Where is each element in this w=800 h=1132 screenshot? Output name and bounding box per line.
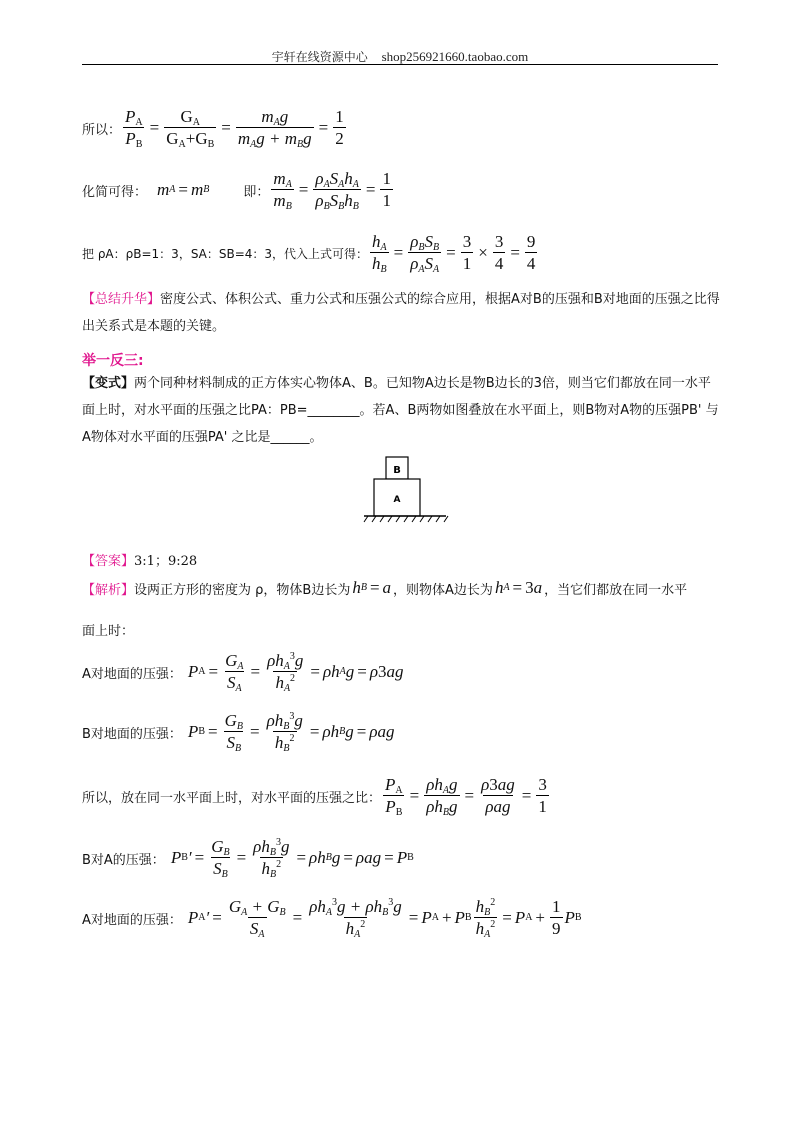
label-suoyi: 所以： [82,122,122,138]
analysis-part3: ，当它们都放在同一水平 [544,582,688,598]
math-pb: P B = $\frac{G_B}{S_B}$ = $\frac{\rho h_B^3g}{h_B^2}$ = ρh B g = ρag [187,711,395,754]
equation-b-on-a-pressure [82,838,414,878]
block-b-label: B [393,465,401,476]
variant-tag: 【变式】 [82,376,135,391]
math-height-ratio: $\frac{h_A}{h_B}$ = $\frac{\rho_BS_B}{\rho_AS_A}$ = $\frac{3}{1}$ × $\frac{3}{4}$ = $\frac{9}{4}$ [372,232,536,275]
label-b-on-a: B对A的压强： [82,852,165,868]
equation-substitute [82,233,539,273]
math-ma-eq-mb: m A = m B [157,180,210,199]
section-title-jyfs: 举一反三: [82,353,144,369]
analysis-part2: ，则物体A边长为 [393,582,493,598]
summary-paragraph [82,286,722,340]
answer-tag: 【答案】 [82,554,135,569]
label-huajian: 化简可得： [82,184,148,200]
label-suoyi-2: 所以，放在同一水平面上时，对水平面的压强之比： [82,790,382,806]
analysis-part1: 设两正方形的密度为 ρ，物体B边长为 [134,582,351,598]
answer-text: 3:1；9:28 [134,554,198,569]
equation-pressure-ratio [82,108,348,148]
equation-simplify [82,170,395,210]
analysis-line-2: 面上时： [82,624,135,639]
answer-line [82,548,197,575]
equation-b-ground-pressure [82,712,394,752]
header-url: shop256921660.taobao.com [381,49,529,64]
equation-a-ground-pressure [82,652,404,692]
variant-text: 两个同种材料制成的正方体实心物体A、B。已知物A边长是物B边长的3倍，则当它们都放在同一水平面上时，对水平面的压强之比PA：PB=________。若A、B两物如图叠放在水平面上，则B物对A物的压强PB' 与A物体对水平面的压强PA' 之比是______。 [82,376,719,445]
summary-text: 密度公式、体积公式、重力公式和压强公式的综合应用，根据A对B的压强和B对地面的压强之比得出关系式是本题的关键。 [82,292,720,334]
equation-pressure-ratio-2 [82,776,551,816]
label-b-ground: B对地面的压强： [82,726,182,742]
equation-a-ground-pressure-stacked [82,898,582,938]
header-title: 宇轩在线资源中心 [271,50,368,64]
label-a-ground: A对地面的压强： [82,666,182,682]
label-a-ground-2: A对地面的压强： [82,912,182,928]
analysis-tag: 【解析】 [82,582,135,598]
math-pa: P A = $\frac{G_A}{S_A}$ = $\frac{\rho h_A^3g}{h_A^2}$ = ρh A g = ρ 3 ag [187,651,404,694]
block-a-label: A [393,495,401,505]
label-ji: 即： [243,184,270,200]
substitute-text: 把 ρA：ρB=1：3，SA：SB=4：3，代入上式可得： [82,246,369,261]
stacked-blocks-figure [362,452,452,524]
math-pb-prime: P B ′ = $\frac{G_B}{S_B}$ = $\frac{\rho h_B^3g}{h_B^2}$ = ρh B g = ρag = P B [170,837,414,880]
math-hb-eq-a: h B = a [352,578,392,597]
math-pa-over-pb: $\frac{P_A}{P_B}$ = $\frac{\rho h_Ag}{\rho h_Bg}$ = $\frac{\rho 3ag}{\text{ρag}}$ = $\frac{3}{1}$ [385,775,547,818]
math-ha-eq-3a: h A = 3 a [494,578,543,597]
math-pa-prime: P A ′ = $\frac{G_A + G_B}{S_A}$ = $\frac{\rho h_A^3g + \rho h_B^3g}{h_A^2}$ = P A + P B $\frac{h_B^2}{h_A^2}$ = P A + $\frac{1}{9}$ P B [187,897,582,940]
header-divider [82,64,718,65]
summary-tag: 【总结升华】 [82,292,161,307]
analysis-line-1 [82,578,687,598]
ground-hatch [364,516,448,522]
math-expression: $\frac{P_A}{P_B}$ = $\frac{G_A}{G_A+G_B}$ = $\frac{m_Ag}{m_Ag + m_Bg}$ = $\frac{1}{2}$ [125,107,344,150]
math-mass-ratio: $\frac{m_A}{m_B}$ = $\frac{\rho_AS_Ah_A}{\rho_BS_Bh_B}$ = $\frac{1}{1}$ [273,169,391,212]
page-header [82,48,718,65]
variant-paragraph [82,370,722,451]
